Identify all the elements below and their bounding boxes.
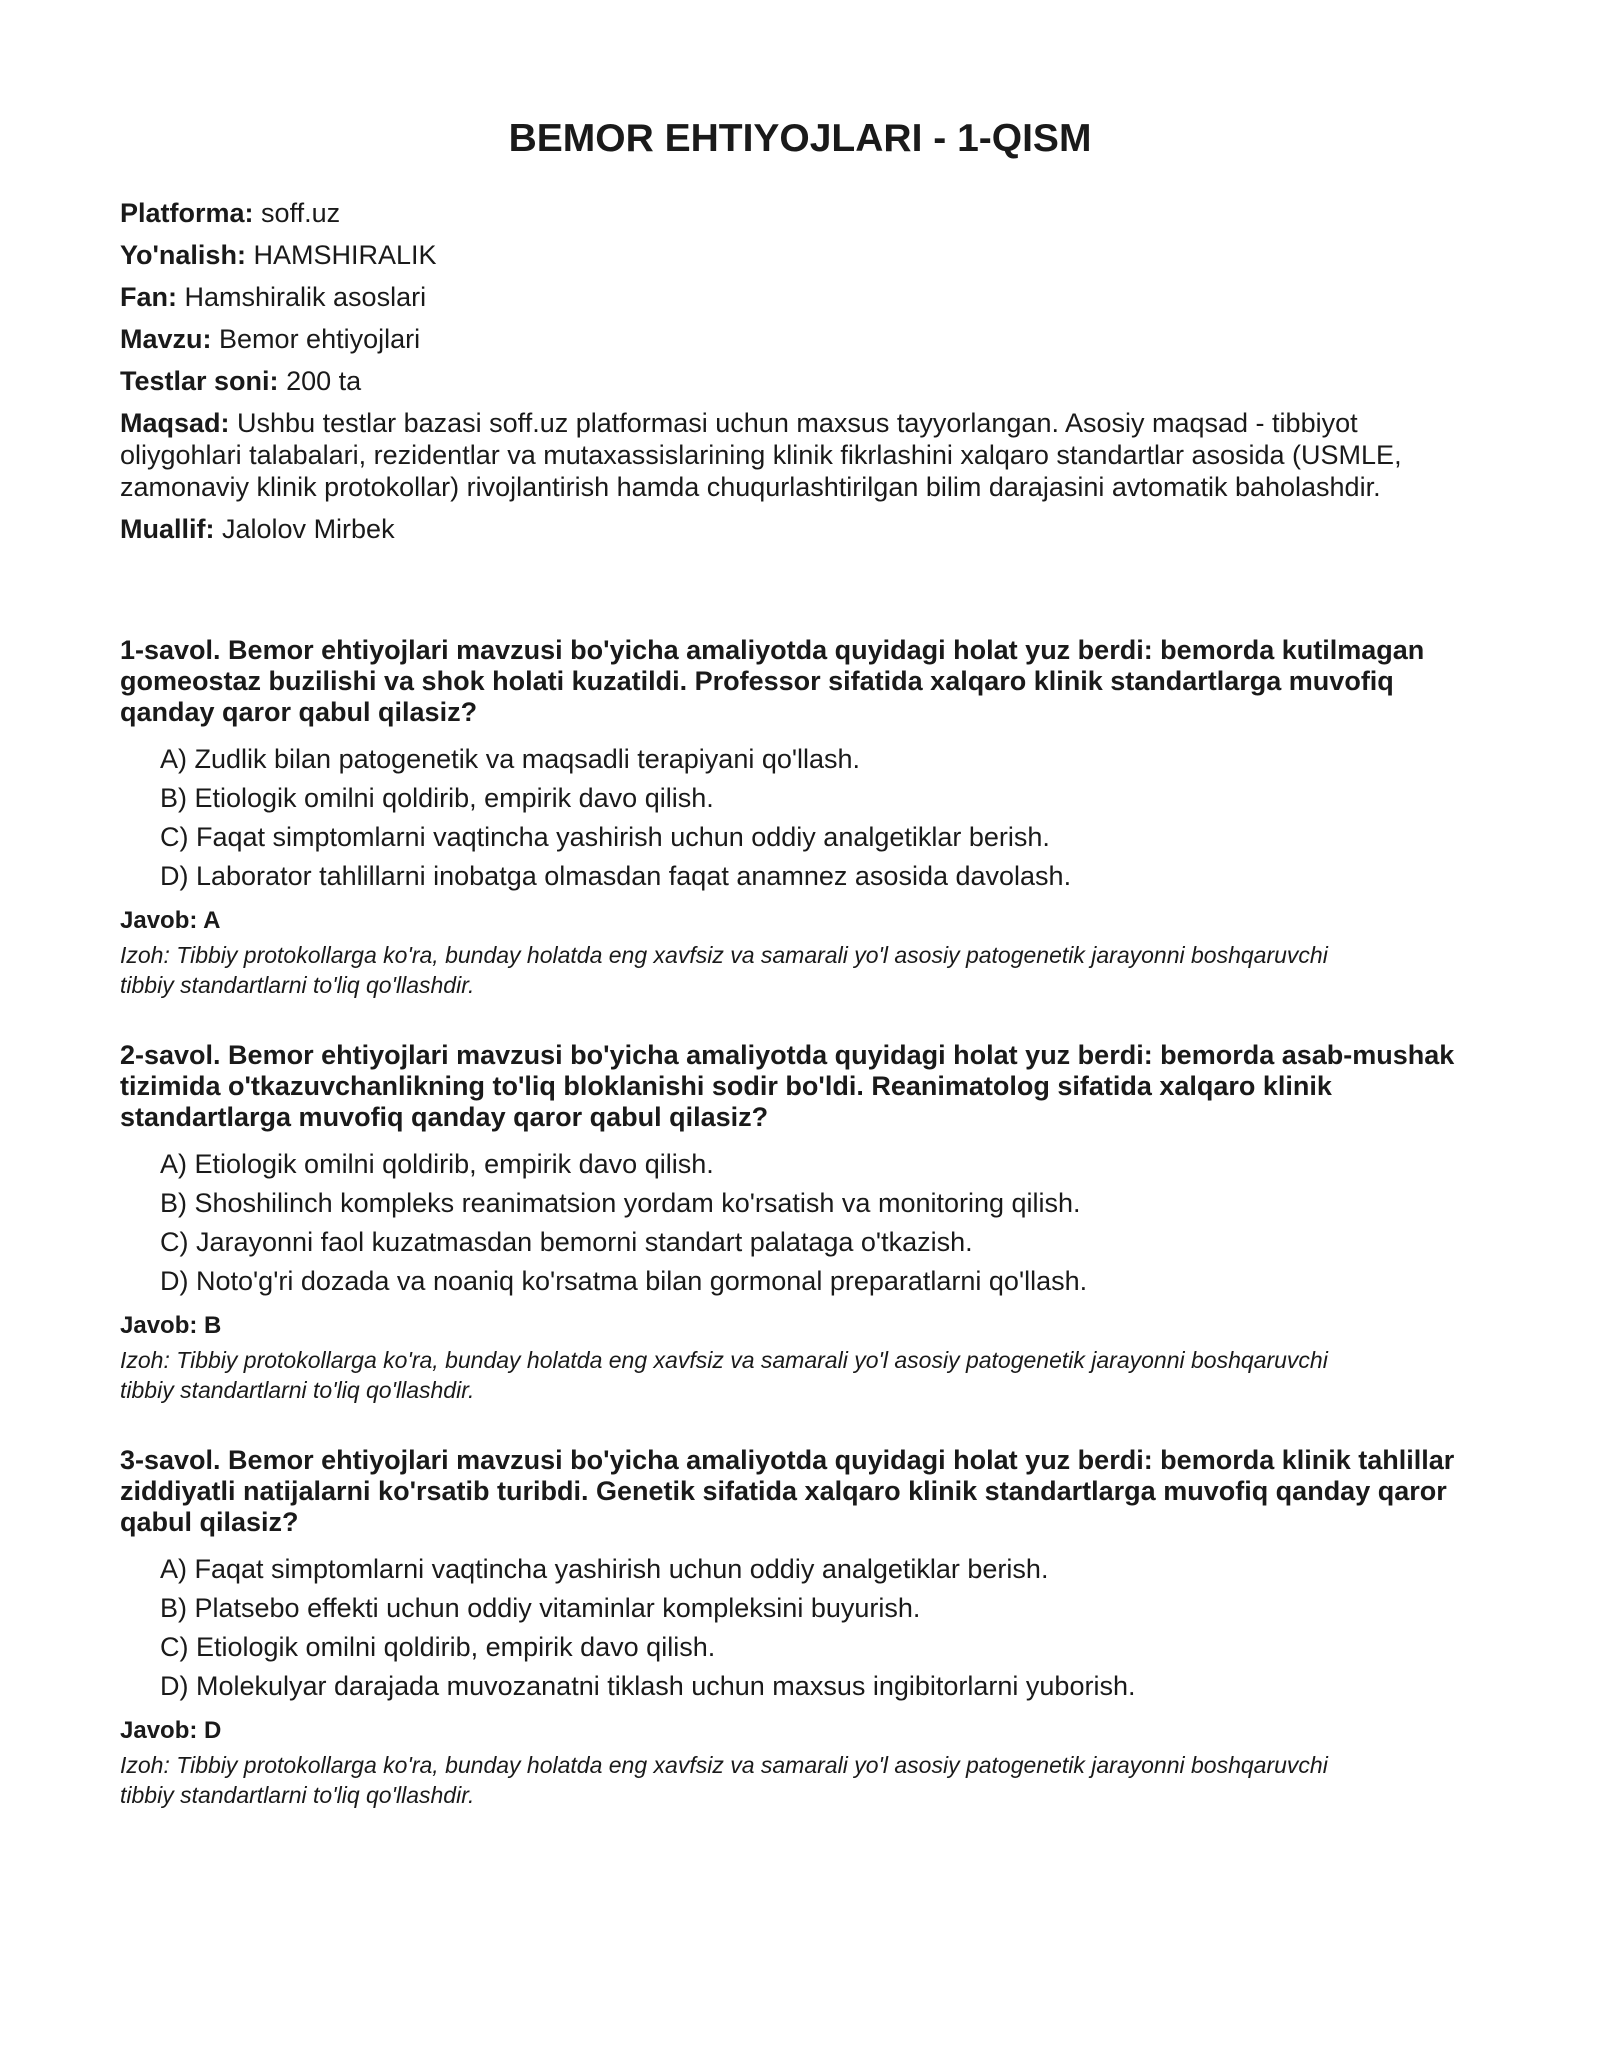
question-text: 1-savol. Bemor ehtiyojlari mavzusi bo'yicha amaliyotda quyidagi holat yuz berdi: bemorda kutilmagan gomeostaz buzilishi va shok holati kuzatildi. Professor sifatida xalqaro klinik standartlarga muvofiq qanday qaror qabul qilasiz? (120, 634, 1425, 727)
meta-direction-value: HAMSHIRALIK (253, 239, 437, 270)
meta-direction (120, 239, 1480, 271)
meta-subject-label: Fan: (120, 281, 177, 312)
answer-options (160, 740, 1480, 896)
option-a: A) Etiologik omilni qoldirib, empirik davo qilish. (160, 1148, 714, 1179)
option-b: B) Platsebo effekti uchun oddiy vitaminlar kompleksini buyurish. (160, 1592, 921, 1623)
question-text: 2-savol. Bemor ehtiyojlari mavzusi bo'yicha amaliyotda quyidagi holat yuz berdi: bemorda asab-mushak tizimida o'tkazuvchanlikning to'liq bloklanishi sodir bo'ldi. Reanimatolog sifatida xalqaro klinik standartlarga muvofiq qanday qaror qabul qilasiz? (120, 1039, 1455, 1132)
meta-topic-value: Bemor ehtiyojlari (219, 323, 421, 354)
option-c: C) Faqat simptomlarni vaqtincha yashirish uchun oddiy analgetiklar berish. (160, 821, 1050, 852)
meta-block (120, 197, 1480, 545)
answer-explanation: Izoh: Tibbiy protokollarga ko'ra, bunday holatda eng xavfsiz va samarali yo'l asosiy patogenetik jarayonni boshqaruvchi tibbiy standartlarni to'liq qo'llashdir. (120, 1346, 1328, 1403)
meta-goal-label: Maqsad: (120, 407, 230, 438)
meta-topic (120, 323, 1480, 355)
answer-explanation: Izoh: Tibbiy protokollarga ko'ra, bunday holatda eng xavfsiz va samarali yo'l asosiy patogenetik jarayonni boshqaruvchi tibbiy standartlarni to'liq qo'llashdir. (120, 941, 1328, 998)
meta-goal (120, 407, 1480, 503)
option-c: C) Etiologik omilni qoldirib, empirik davo qilish. (160, 1631, 716, 1662)
correct-answer: Javob: A (120, 906, 221, 934)
option-b: B) Shoshilinch kompleks reanimatsion yordam ko'rsatish va monitoring qilish. (160, 1187, 1081, 1218)
meta-platform-value: soff.uz (261, 197, 341, 228)
page-title: BEMOR EHTIYOJLARI - 1-QISM (508, 117, 1092, 160)
meta-platform-label: Platforma: (120, 197, 254, 228)
document-page (120, 118, 1480, 1850)
meta-count-label: Testlar soni: (120, 365, 279, 396)
meta-subject-value: Hamshiralik asoslari (184, 281, 427, 312)
option-a: A) Faqat simptomlarni vaqtincha yashirish uchun oddiy analgetiklar berish. (160, 1553, 1049, 1584)
meta-count (120, 365, 1480, 397)
meta-subject (120, 281, 1480, 313)
questions-list (120, 635, 1480, 1810)
answer-options (160, 1550, 1480, 1706)
question-item (120, 1445, 1480, 1810)
answer-options (160, 1145, 1480, 1301)
option-c: C) Jarayonni faol kuzatmasdan bemorni standart palataga o'tkazish. (160, 1226, 973, 1257)
option-a: A) Zudlik bilan patogenetik va maqsadli terapiyani qo'llash. (160, 743, 861, 774)
option-d: D) Laborator tahlillarni inobatga olmasdan faqat anamnez asosida davolash. (160, 860, 1072, 891)
correct-answer: Javob: B (120, 1311, 222, 1339)
meta-topic-label: Mavzu: (120, 323, 212, 354)
option-d: D) Noto'g'ri dozada va noaniq ko'rsatma bilan gormonal preparatlarni qo'llash. (160, 1265, 1088, 1296)
meta-platform (120, 197, 1480, 229)
option-d: D) Molekulyar darajada muvozanatni tiklash uchun maxsus ingibitorlarni yuborish. (160, 1670, 1136, 1701)
meta-author (120, 513, 1480, 545)
meta-author-value: Jalolov Mirbek (222, 513, 395, 544)
meta-author-label: Muallif: (120, 513, 215, 544)
correct-answer: Javob: D (120, 1716, 222, 1744)
question-text: 3-savol. Bemor ehtiyojlari mavzusi bo'yicha amaliyotda quyidagi holat yuz berdi: bemorda klinik tahlillar ziddiyatli natijalarni ko'rsatib turibdi. Genetik sifatida xalqaro klinik standartlarga muvofiq qanday qaror qabul qilasiz? (120, 1444, 1455, 1537)
meta-goal-value: Ushbu testlar bazasi soff.uz platformasi uchun maxsus tayyorlangan. Asosiy maqsad - tibbiyot oliygohlari talabalari, rezidentlar va mutaxassislarining klinik fikrlashini xalqaro standartlar asosida (USMLE, zamonaviy klinik protokollar) rivojlantirish hamda chuqurlashtirilgan bilim darajasini avtomatik baholashdir. (120, 407, 1402, 502)
meta-count-value: 200 ta (286, 365, 362, 396)
question-item (120, 635, 1480, 1000)
answer-explanation: Izoh: Tibbiy protokollarga ko'ra, bunday holatda eng xavfsiz va samarali yo'l asosiy patogenetik jarayonni boshqaruvchi tibbiy standartlarni to'liq qo'llashdir. (120, 1751, 1328, 1808)
meta-direction-label: Yo'nalish: (120, 239, 246, 270)
option-b: B) Etiologik omilni qoldirib, empirik davo qilish. (160, 782, 714, 813)
question-item (120, 1040, 1480, 1405)
